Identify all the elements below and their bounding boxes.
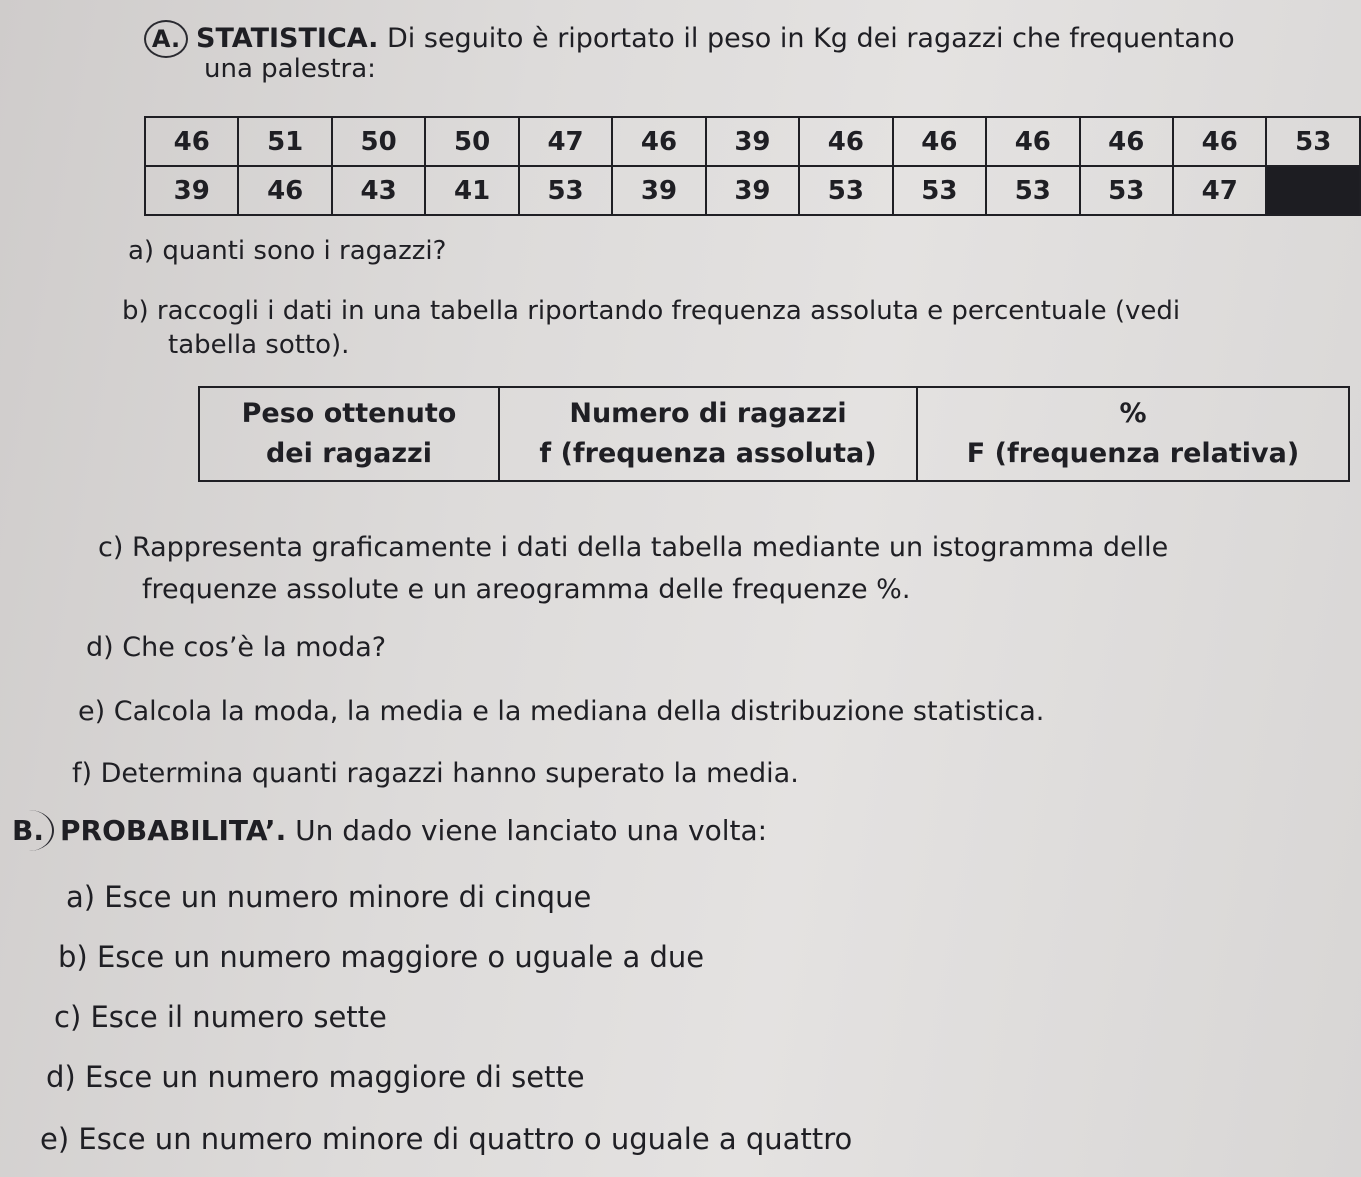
section-b-title: PROBABILITA’. — [59, 814, 287, 847]
question-a-b: b) raccogli i dati in una tabella riportando frequenza assoluta e percentuale (vedi — [122, 296, 1181, 326]
question-b-d: d) Esce un numero maggiore di sette — [46, 1060, 585, 1094]
question-a-a: a) quanti sono i ragazzi? — [128, 236, 447, 266]
section-a-heading — [144, 20, 1235, 58]
header-absolute-line1: Numero di ragazzi — [569, 398, 847, 429]
weight-cell: 41 — [425, 166, 518, 215]
header-absolute-line2: f (frequenza assoluta) — [539, 438, 877, 469]
weight-cell: 47 — [519, 117, 612, 166]
weight-cell: 53 — [799, 166, 892, 215]
question-a-f: f) Determina quanti ragazzi hanno superato la media. — [72, 758, 799, 789]
question-b-c: c) Esce il numero sette — [54, 1000, 387, 1034]
header-relative-line2: F (frequenza relativa) — [966, 438, 1300, 469]
weight-cell: 53 — [519, 166, 612, 215]
weight-cell: 39 — [145, 166, 238, 215]
question-a-b-cont: tabella sotto). — [168, 330, 350, 360]
header-weight — [199, 387, 499, 481]
question-b-b: b) Esce un numero maggiore o uguale a due — [58, 940, 705, 974]
section-b-intro: Un dado viene lanciato una volta: — [286, 814, 768, 847]
weight-cell: 43 — [332, 166, 425, 215]
weight-cell: 46 — [238, 166, 331, 215]
section-a-marker: A. — [144, 20, 188, 58]
weight-cell: 39 — [706, 117, 799, 166]
header-weight-line1: Peso ottenuto — [241, 398, 457, 429]
weight-cell: 46 — [145, 117, 238, 166]
weight-cell — [1266, 166, 1360, 215]
weight-cell: 39 — [706, 166, 799, 215]
weight-cell: 46 — [799, 117, 892, 166]
section-a-title: STATISTICA. — [196, 23, 379, 54]
weight-cell: 51 — [238, 117, 331, 166]
weight-cell: 46 — [1080, 117, 1173, 166]
weight-cell: 53 — [893, 166, 986, 215]
frequency-table — [198, 386, 1350, 482]
question-b-e: e) Esce un numero minore di quattro o uguale a quattro — [40, 1122, 853, 1156]
weight-cell: 46 — [1173, 117, 1266, 166]
weight-cell: 39 — [612, 166, 705, 215]
section-b-marker: B. — [4, 810, 54, 851]
weights-table — [144, 116, 1361, 216]
weight-cell: 46 — [893, 117, 986, 166]
question-a-c-cont: frequenze assolute e un areogramma delle frequenze %. — [142, 574, 911, 605]
question-b-a: a) Esce un numero minore di cinque — [66, 880, 592, 914]
weight-cell: 53 — [986, 166, 1079, 215]
table-row — [145, 166, 1360, 215]
weight-cell: 53 — [1080, 166, 1173, 215]
header-absolute-frequency — [499, 387, 917, 481]
section-b-heading — [4, 814, 767, 847]
question-a-e: e) Calcola la moda, la media e la mediana della distribuzione statistica. — [78, 696, 1045, 727]
weight-cell: 53 — [1266, 117, 1360, 166]
question-a-c: c) Rappresenta graficamente i dati della tabella mediante un istogramma delle — [98, 532, 1169, 563]
header-weight-line2: dei ragazzi — [265, 438, 433, 469]
section-a-intro-line2: una palestra: — [204, 54, 376, 84]
header-relative-frequency — [917, 387, 1349, 481]
question-a-d: d) Che cos’è la moda? — [86, 632, 387, 663]
weight-cell: 50 — [332, 117, 425, 166]
weight-cell: 50 — [425, 117, 518, 166]
weight-cell: 46 — [986, 117, 1079, 166]
weight-cell: 47 — [1173, 166, 1266, 215]
header-relative-line1: % — [1119, 398, 1147, 429]
table-row — [145, 117, 1360, 166]
table-row — [199, 387, 1349, 481]
section-a-intro: Di seguito è riportato il peso in Kg dei ragazzi che frequentano — [378, 23, 1235, 54]
weight-cell: 46 — [612, 117, 705, 166]
